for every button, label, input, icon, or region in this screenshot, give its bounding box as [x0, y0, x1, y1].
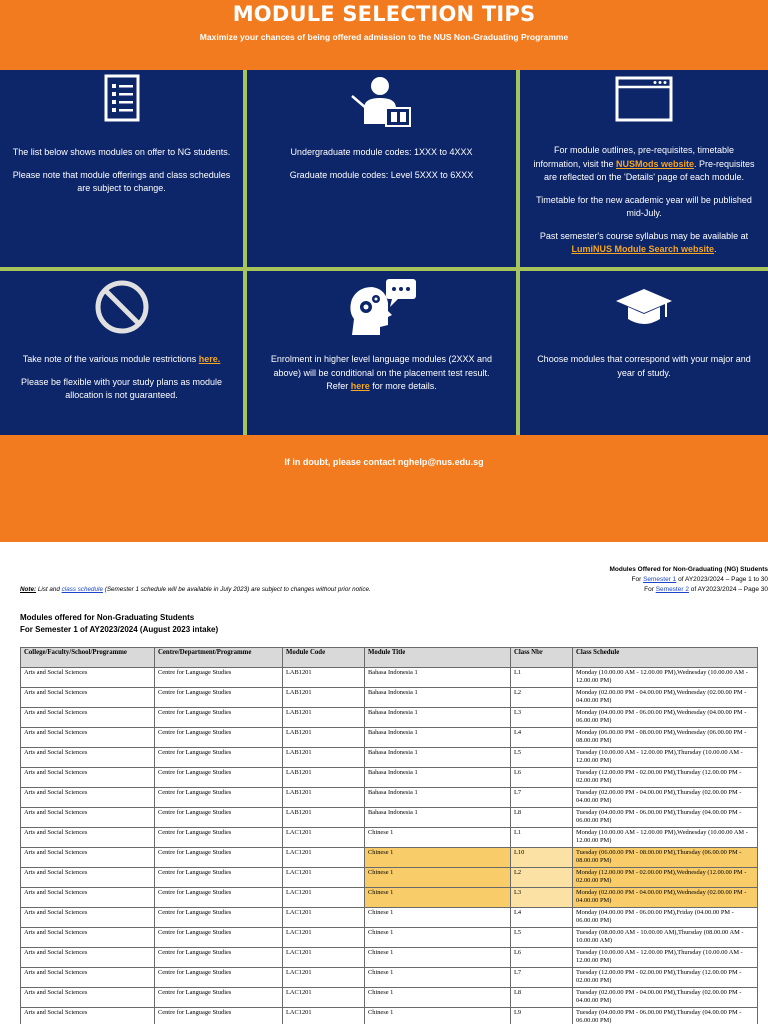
page-title: MODULE SELECTION TIPS — [232, 2, 536, 26]
sem2-post: of AY2023/2024 – Page 30 — [688, 585, 768, 593]
module-code-cell: LAB1201 — [283, 768, 365, 788]
tip-restrictions-text-1 — [10, 353, 233, 367]
class-schedule-cell: Monday (06.00.00 PM - 08.00.00 PM),Wednesday (06.00.00 PM - 08.00.00 PM) — [573, 728, 758, 748]
module-title-cell: Chinese 1 — [365, 848, 511, 868]
class-schedule-cell: Tuesday (02.00.00 PM - 04.00.00 PM),Thursday (02.00.00 PM - 04.00.00 PM) — [573, 788, 758, 808]
class-nbr-cell: L4 — [511, 728, 573, 748]
tip-list-text-1: The list below shows modules on offer to NG students. — [12, 147, 231, 157]
sem2-pre: For — [644, 585, 656, 593]
class-schedule-cell: Monday (10.00.00 AM - 12.00.00 PM),Wednesday (10.00.00 AM - 12.00.00 PM) — [573, 828, 758, 848]
class-schedule-cell: Monday (04.00.00 PM - 06.00.00 PM),Friday (04.00.00 PM - 06.00.00 PM) — [573, 908, 758, 928]
tip-language-text-1: Enrolment in higher level language modules (2XXX and above) will be conditional on the placement test result. — [270, 354, 493, 378]
department-cell: Centre for Language Studies — [155, 948, 283, 968]
column-header-class-nbr: Class Nbr — [511, 648, 573, 668]
tip-outlines-text-1 — [530, 144, 758, 185]
column-header-college: College/Faculty/School/Programme — [21, 648, 155, 668]
class-schedule-cell: Tuesday (12.00.00 PM - 02.00.00 PM),Thursday (12.00.00 PM - 02.00.00 PM) — [573, 768, 758, 788]
department-cell: Centre for Language Studies — [155, 848, 283, 868]
class-schedule-cell: Tuesday (04.00.00 PM - 06.00.00 PM),Thursday (04.00.00 PM - 06.00.00 PM) — [573, 1008, 758, 1024]
document-title-1: Modules offered for Non-Graduating Students — [20, 613, 195, 622]
class-nbr-cell: L1 — [511, 668, 573, 688]
column-header-class-schedule: Class Schedule — [573, 648, 758, 668]
table-row — [21, 728, 758, 748]
table-row — [21, 748, 758, 768]
table-header-row — [21, 648, 758, 668]
module-code-cell: LAC1201 — [283, 948, 365, 968]
tip-restrictions-pre: Take note of the various module restrictions — [22, 354, 199, 364]
contact-text: If in doubt, please contact nghelp@nus.edu.sg — [284, 457, 484, 467]
college-cell: Arts and Social Sciences — [21, 888, 155, 908]
table-row — [21, 868, 758, 888]
college-cell: Arts and Social Sciences — [21, 988, 155, 1008]
tip-language-pre: Refer — [326, 381, 351, 391]
graduation-cap-icon — [614, 287, 674, 327]
class-schedule-cell: Tuesday (04.00.00 PM - 06.00.00 PM),Thursday (04.00.00 PM - 06.00.00 PM) — [573, 808, 758, 828]
class-schedule-cell: Tuesday (02.00.00 PM - 04.00.00 PM),Thursday (02.00.00 PM - 04.00.00 PM) — [573, 988, 758, 1008]
module-title-cell: Chinese 1 — [365, 928, 511, 948]
tip-outlines-post: . Pre-requisites are reflected on the 'Details' page of each module. — [543, 158, 755, 182]
table-row — [21, 668, 758, 688]
class-schedule-cell: Tuesday (10.00.00 AM - 12.00.00 PM),Thursday (10.00.00 AM - 12.00.00 PM) — [573, 748, 758, 768]
module-title-cell: Bahasa Indonesia 1 — [365, 788, 511, 808]
department-cell: Centre for Language Studies — [155, 808, 283, 828]
restrictions-link[interactable]: here. — [198, 354, 221, 364]
document-note — [20, 586, 371, 593]
sem1-pre: For — [631, 575, 644, 583]
college-cell: Arts and Social Sciences — [21, 928, 155, 948]
module-code-cell: LAB1201 — [283, 808, 365, 828]
class-nbr-cell: L10 — [511, 848, 573, 868]
class-schedule-cell: Monday (02.00.00 PM - 04.00.00 PM),Wednesday (02.00.00 PM - 04.00.00 PM) — [573, 888, 758, 908]
department-cell: Centre for Language Studies — [155, 908, 283, 928]
table-row — [21, 1008, 758, 1024]
department-cell: Centre for Language Studies — [155, 868, 283, 888]
module-code-cell: LAC1201 — [283, 1008, 365, 1024]
college-cell: Arts and Social Sciences — [21, 708, 155, 728]
tip-codes-text-1: Undergraduate module codes: 1XXX to 4XXX — [290, 147, 473, 157]
class-nbr-cell: L6 — [511, 948, 573, 968]
department-cell: Centre for Language Studies — [155, 928, 283, 948]
tip-restrictions-text-2: Please be flexible with your study plans as module allocation is not guaranteed. — [20, 376, 223, 400]
note-post: (Semester 1 schedule will be available in July 2023) are subject to changes without prior notice. — [102, 586, 371, 593]
tip-language — [247, 271, 516, 435]
column-header-module-code: Module Code — [283, 648, 365, 668]
class-schedule-cell: Monday (04.00.00 PM - 06.00.00 PM),Wednesday (04.00.00 PM - 06.00.00 PM) — [573, 708, 758, 728]
class-schedule-cell: Tuesday (10.00.00 AM - 12.00.00 PM),Thursday (10.00.00 AM - 12.00.00 PM) — [573, 948, 758, 968]
class-nbr-cell: L2 — [511, 688, 573, 708]
semester-1-line — [508, 575, 768, 585]
college-cell: Arts and Social Sciences — [21, 808, 155, 828]
class-nbr-cell: L1 — [511, 828, 573, 848]
class-nbr-cell: L7 — [511, 968, 573, 988]
class-nbr-cell: L3 — [511, 888, 573, 908]
class-nbr-cell: L3 — [511, 708, 573, 728]
table-row — [21, 988, 758, 1008]
head-gears-chat-icon — [346, 277, 418, 339]
tip-list-text-2: Please note that module offerings and class schedules are subject to change. — [12, 169, 231, 193]
department-cell: Centre for Language Studies — [155, 688, 283, 708]
module-title-cell: Chinese 1 — [365, 1008, 511, 1024]
class-schedule-cell: Tuesday (12.00.00 PM - 02.00.00 PM),Thursday (12.00.00 PM - 02.00.00 PM) — [573, 968, 758, 988]
module-code-cell: LAB1201 — [283, 688, 365, 708]
module-title-cell: Bahasa Indonesia 1 — [365, 768, 511, 788]
table-row — [21, 908, 758, 928]
column-header-module-title: Module Title — [365, 648, 511, 668]
placement-test-link[interactable]: here — [350, 381, 370, 391]
tip-luminus-post: . — [714, 244, 717, 254]
module-code-cell: LAB1201 — [283, 788, 365, 808]
module-title-cell: Chinese 1 — [365, 868, 511, 888]
tip-module-outlines — [520, 70, 768, 267]
module-code-cell: LAB1201 — [283, 708, 365, 728]
class-nbr-cell: L7 — [511, 788, 573, 808]
department-cell: Centre for Language Studies — [155, 1008, 283, 1024]
semester-1-link[interactable]: Semester 1 — [643, 575, 677, 583]
department-cell: Centre for Language Studies — [155, 768, 283, 788]
module-title-cell: Bahasa Indonesia 1 — [365, 708, 511, 728]
module-title-cell: Chinese 1 — [365, 968, 511, 988]
module-code-cell: LAC1201 — [283, 848, 365, 868]
college-cell: Arts and Social Sciences — [21, 728, 155, 748]
class-schedule-cell: Monday (02.00.00 PM - 04.00.00 PM),Wednesday (02.00.00 PM - 04.00.00 PM) — [573, 688, 758, 708]
module-title-cell: Chinese 1 — [365, 988, 511, 1008]
module-code-cell: LAC1201 — [283, 988, 365, 1008]
module-title-cell: Chinese 1 — [365, 908, 511, 928]
semester-2-line — [508, 585, 768, 595]
class-schedule-cell: Monday (12.00.00 PM - 02.00.00 PM),Wednesday (12.00.00 PM - 02.00.00 PM) — [573, 868, 758, 888]
semester-2-link[interactable]: Semester 2 — [655, 585, 689, 593]
college-cell: Arts and Social Sciences — [21, 908, 155, 928]
class-nbr-cell: L8 — [511, 988, 573, 1008]
tip-codes-text-2: Graduate module codes: Level 5XXX to 6XXX — [289, 169, 474, 180]
tip-outlines-text-2: Timetable for the new academic year will be published mid-July. — [536, 194, 752, 218]
class-nbr-cell: L5 — [511, 748, 573, 768]
department-cell: Centre for Language Studies — [155, 788, 283, 808]
module-code-cell: LAC1201 — [283, 888, 365, 908]
document-title-2: For Semester 1 of AY2023/2024 (August 2023 intake) — [20, 625, 219, 634]
column-header-department: Centre/Department/Programme — [155, 648, 283, 668]
department-cell: Centre for Language Studies — [155, 668, 283, 688]
module-title-cell: Bahasa Indonesia 1 — [365, 668, 511, 688]
module-title-cell: Bahasa Indonesia 1 — [365, 748, 511, 768]
college-cell: Arts and Social Sciences — [21, 948, 155, 968]
note-label: Note: — [20, 586, 37, 593]
table-row — [21, 688, 758, 708]
tip-major — [520, 271, 768, 435]
table-row — [21, 968, 758, 988]
browser-window-icon — [615, 76, 673, 122]
department-cell: Centre for Language Studies — [155, 748, 283, 768]
nusmods-link[interactable]: NUSMods website — [616, 158, 695, 169]
class-nbr-cell: L4 — [511, 908, 573, 928]
tip-module-codes — [247, 70, 516, 267]
tip-language-text-2 — [257, 380, 506, 394]
luminus-link[interactable]: LumiNUS Module Search website — [571, 244, 714, 254]
document-header-title: Modules Offered for Non-Graduating (NG) Students — [609, 566, 768, 573]
module-title-cell: Chinese 1 — [365, 948, 511, 968]
college-cell: Arts and Social Sciences — [21, 1008, 155, 1024]
class-nbr-cell: L6 — [511, 768, 573, 788]
table-row — [21, 808, 758, 828]
class-schedule-cell: Monday (10.00.00 AM - 12.00.00 PM),Wednesday (10.00.00 AM - 12.00.00 PM) — [573, 668, 758, 688]
contact-band — [0, 435, 768, 542]
class-nbr-cell: L5 — [511, 928, 573, 948]
college-cell: Arts and Social Sciences — [21, 848, 155, 868]
department-cell: Centre for Language Studies — [155, 708, 283, 728]
module-title-cell: Chinese 1 — [365, 888, 511, 908]
sem1-post: of AY2023/2024 – Page 1 to 30 — [676, 575, 768, 583]
table-row — [21, 788, 758, 808]
module-code-cell: LAC1201 — [283, 828, 365, 848]
module-title-cell: Bahasa Indonesia 1 — [365, 688, 511, 708]
college-cell: Arts and Social Sciences — [21, 828, 155, 848]
tips-grid — [0, 70, 768, 435]
tip-outlines-text-3 — [530, 230, 758, 257]
module-title-cell: Chinese 1 — [365, 828, 511, 848]
table-row — [21, 848, 758, 868]
module-code-cell: LAB1201 — [283, 668, 365, 688]
tip-module-list — [0, 70, 243, 267]
tip-major-text-1: Choose modules that correspond with your major and year of study. — [537, 354, 751, 378]
table-row — [21, 928, 758, 948]
document-titles — [20, 612, 218, 636]
page-subtitle: Maximize your chances of being offered admission to the NUS Non-Graduating Programme — [199, 32, 569, 42]
note-pre: List and — [36, 586, 62, 593]
table-row — [21, 948, 758, 968]
module-code-cell: LAB1201 — [283, 728, 365, 748]
department-cell: Centre for Language Studies — [155, 988, 283, 1008]
class-schedule-link[interactable]: class schedule — [61, 586, 103, 593]
module-code-cell: LAB1201 — [283, 748, 365, 768]
tip-luminus-pre: Past semester's course syllabus may be available at — [539, 230, 749, 241]
college-cell: Arts and Social Sciences — [21, 868, 155, 888]
class-nbr-cell: L2 — [511, 868, 573, 888]
college-cell: Arts and Social Sciences — [21, 788, 155, 808]
module-title-cell: Bahasa Indonesia 1 — [365, 808, 511, 828]
teacher-icon — [350, 74, 414, 128]
class-nbr-cell: L8 — [511, 808, 573, 828]
department-cell: Centre for Language Studies — [155, 968, 283, 988]
college-cell: Arts and Social Sciences — [21, 968, 155, 988]
prohibited-icon — [94, 279, 150, 335]
class-nbr-cell: L9 — [511, 1008, 573, 1024]
college-cell: Arts and Social Sciences — [21, 668, 155, 688]
department-cell: Centre for Language Studies — [155, 828, 283, 848]
modules-table — [20, 647, 758, 1024]
tip-language-post: for more details. — [369, 381, 437, 391]
module-code-cell: LAC1201 — [283, 868, 365, 888]
module-code-cell: LAC1201 — [283, 908, 365, 928]
table-row — [21, 828, 758, 848]
department-cell: Centre for Language Studies — [155, 728, 283, 748]
college-cell: Arts and Social Sciences — [21, 768, 155, 788]
college-cell: Arts and Social Sciences — [21, 688, 155, 708]
tip-outlines-pre: For module outlines, pre-requisites, timetable information, visit the — [533, 145, 735, 169]
list-icon — [104, 74, 140, 122]
table-row — [21, 888, 758, 908]
modules-table-body — [21, 668, 758, 1024]
document-header — [508, 565, 768, 594]
table-row — [21, 768, 758, 788]
class-schedule-cell: Tuesday (06.00.00 PM - 08.00.00 PM),Thursday (06.00.00 PM - 08.00.00 PM) — [573, 848, 758, 868]
module-code-cell: LAC1201 — [283, 928, 365, 948]
module-title-cell: Bahasa Indonesia 1 — [365, 728, 511, 748]
banner — [0, 0, 768, 70]
table-row — [21, 708, 758, 728]
tip-restrictions — [0, 271, 243, 435]
college-cell: Arts and Social Sciences — [21, 748, 155, 768]
department-cell: Centre for Language Studies — [155, 888, 283, 908]
module-code-cell: LAC1201 — [283, 968, 365, 988]
class-schedule-cell: Tuesday (08.00.00 AM - 10.00.00 AM),Thursday (08.00.00 AM - 10.00.00 AM) — [573, 928, 758, 948]
